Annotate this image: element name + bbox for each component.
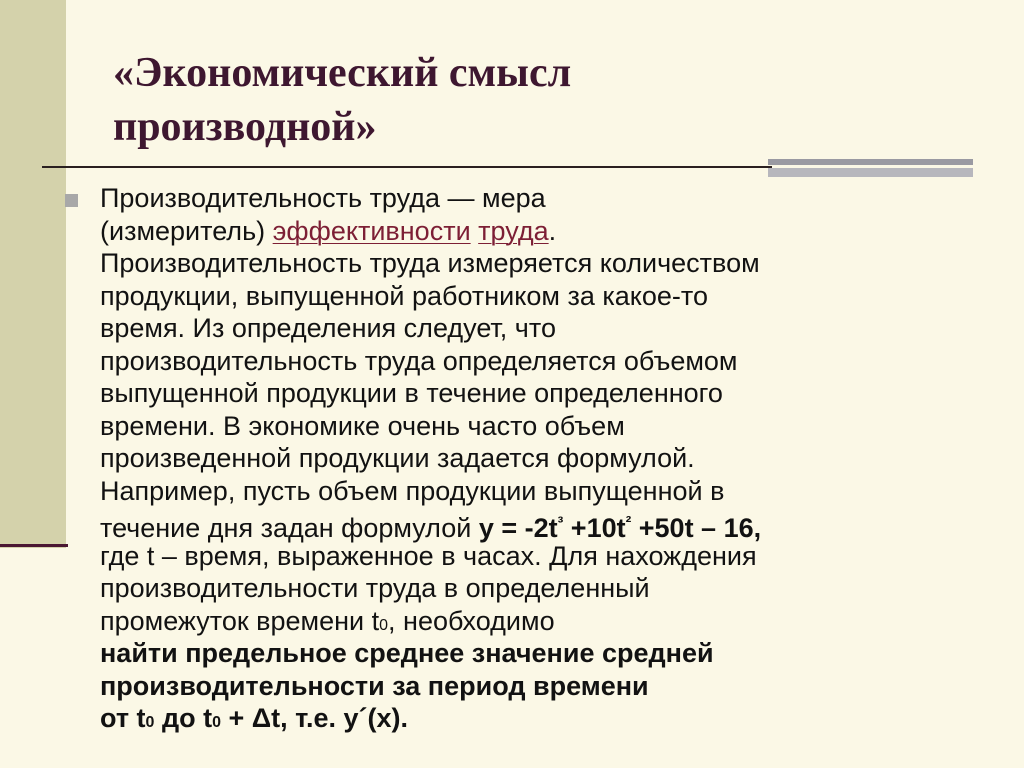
body-line bbox=[100, 702, 1000, 735]
left-accent-strip bbox=[0, 0, 66, 548]
title-line-2: производной» bbox=[113, 104, 377, 150]
superscript-exponent: ² bbox=[625, 513, 632, 532]
body-line bbox=[100, 247, 1000, 280]
subscript-zero: 0 bbox=[212, 714, 221, 731]
body-paragraph bbox=[100, 182, 1000, 735]
body-text-segment: Производительность труда — мера bbox=[100, 183, 546, 213]
body-text-segment: Производительность труда измеряется количеством bbox=[100, 248, 760, 278]
hyperlink-effectiveness[interactable]: эффективности bbox=[272, 215, 471, 246]
title-accent-bar-top bbox=[768, 159, 973, 165]
body-text-segment: продукции, выпущенной работником за какое-то bbox=[100, 280, 708, 311]
title-accent-bar-bottom bbox=[768, 168, 973, 177]
subscript-zero: 0 bbox=[145, 714, 155, 731]
body-line bbox=[100, 605, 1000, 638]
body-text-segment: (измеритель) bbox=[100, 215, 273, 246]
bold-text-segment: производительности за период времени bbox=[100, 670, 649, 701]
body-text-segment: производительности труда в определенный bbox=[100, 573, 650, 603]
body-text-segment: течение дня задан формулой bbox=[100, 513, 479, 543]
body-line bbox=[100, 312, 1000, 345]
square-bullet-icon bbox=[65, 194, 78, 207]
body-text-segment: произведенной продукции задается формулой. bbox=[100, 443, 695, 473]
body-text-segment: . bbox=[548, 215, 557, 246]
body-text-segment: производительность труда определяется объемом bbox=[100, 345, 738, 376]
body-text-segment: где t – время, выраженное в часах. Для нахождения bbox=[100, 540, 757, 571]
bold-text-segment: +50t – 16, bbox=[631, 513, 762, 543]
body-line bbox=[100, 475, 1000, 508]
left-accent-rule bbox=[0, 544, 68, 547]
body-line bbox=[100, 670, 1000, 703]
subscript-zero: 0 bbox=[379, 616, 389, 634]
body-line bbox=[100, 637, 1000, 670]
body-text-segment: выпущенной продукции в течение определенного bbox=[100, 378, 723, 408]
body-text-segment: , необходимо bbox=[388, 605, 555, 636]
title-line-1: «Экономический смысл bbox=[113, 50, 572, 96]
body-line bbox=[100, 507, 1000, 543]
title-accent-bar bbox=[768, 159, 973, 178]
bold-text-segment: y = -2t bbox=[478, 513, 558, 543]
body-line bbox=[100, 280, 1000, 313]
bold-text-segment: до t bbox=[154, 703, 213, 733]
body-line bbox=[100, 572, 1000, 605]
body-text-segment: время. Из определения следует, что bbox=[100, 313, 556, 343]
superscript-exponent: ³ bbox=[557, 513, 564, 532]
body-line bbox=[100, 215, 1000, 248]
bold-text-segment: +10t bbox=[563, 513, 626, 543]
body-text-segment: Например, пусть объем продукции выпущенной в bbox=[100, 475, 725, 506]
bold-text-segment: от t bbox=[100, 703, 146, 733]
title-underline-rule bbox=[42, 166, 772, 168]
bold-text-segment: + Δt, т.е. y´(x). bbox=[221, 703, 409, 733]
body-line bbox=[100, 182, 1000, 215]
body-text-segment: времени. В экономике очень часто объем bbox=[100, 410, 625, 441]
body-line bbox=[100, 410, 1000, 443]
body-line bbox=[100, 540, 1000, 573]
body-line bbox=[100, 345, 1000, 378]
body-text-segment: промежуток времени t bbox=[100, 605, 380, 636]
body-line bbox=[100, 442, 1000, 475]
hyperlink-labor[interactable]: труда bbox=[478, 215, 549, 246]
body-line bbox=[100, 377, 1000, 410]
slide-title bbox=[113, 46, 893, 154]
bold-text-segment: найти предельное среднее значение средней bbox=[100, 638, 714, 668]
